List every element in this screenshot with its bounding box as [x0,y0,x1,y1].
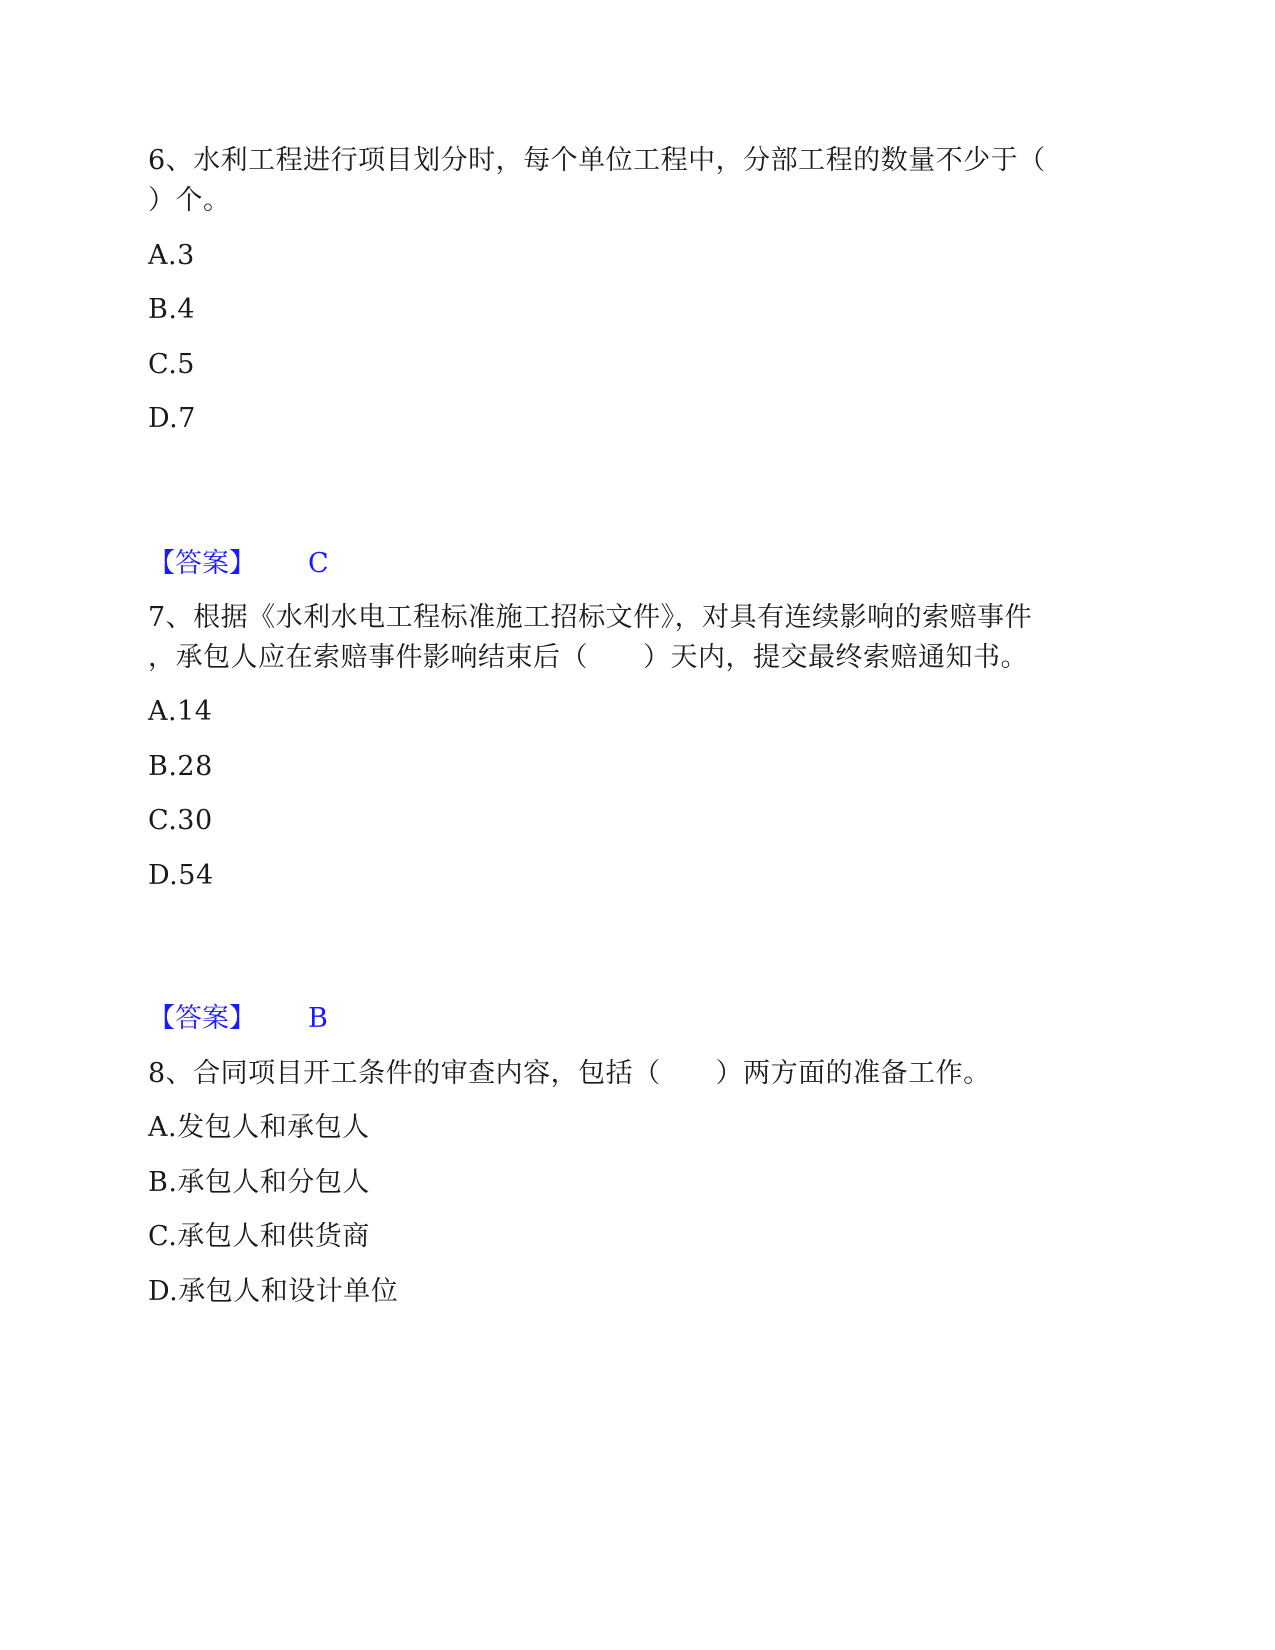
question-7-stem-line-2: ，承包人应在索赔事件影响结束后（ ）天内，提交最终索赔通知书。 [148,642,1028,673]
question-8-option-a: A.发包人和承包人 [148,1112,370,1143]
question-7-option-a: A.14 [148,696,213,727]
question-8-option-b: B.承包人和分包人 [148,1167,370,1198]
question-7-option-d: D.54 [148,860,214,891]
question-7-option-c: C.30 [148,805,213,836]
question-6-stem-line-2: ）个。 [148,185,231,216]
question-8-option-d: D.承包人和设计单位 [148,1276,399,1307]
question-6-answer [148,546,448,582]
answer-tag: 【答案】 [148,1003,256,1034]
answer-tag: 【答案】 [148,548,256,579]
answer-value: C [308,548,329,579]
answer-value: B [308,1003,328,1034]
question-8-stem-line-1: 8、合同项目开工条件的审查内容，包括（ ）两方面的准备工作。 [148,1058,991,1089]
question-6-option-a: A.3 [148,240,195,271]
question-6-option-c: C.5 [148,349,195,380]
question-8-option-c: C.承包人和供货商 [148,1221,370,1252]
question-7-stem-line-1: 7、根据《水利水电工程标准施工招标文件》，对具有连续影响的索赔事件 [148,602,1033,633]
question-6-option-d: D.7 [148,403,196,434]
question-7-answer [148,1001,448,1037]
question-6-stem-line-1: 6、水利工程进行项目划分时，每个单位工程中，分部工程的数量不少于（ [148,145,1046,176]
question-7-option-b: B.28 [148,751,213,782]
question-6-option-b: B.4 [148,294,196,325]
